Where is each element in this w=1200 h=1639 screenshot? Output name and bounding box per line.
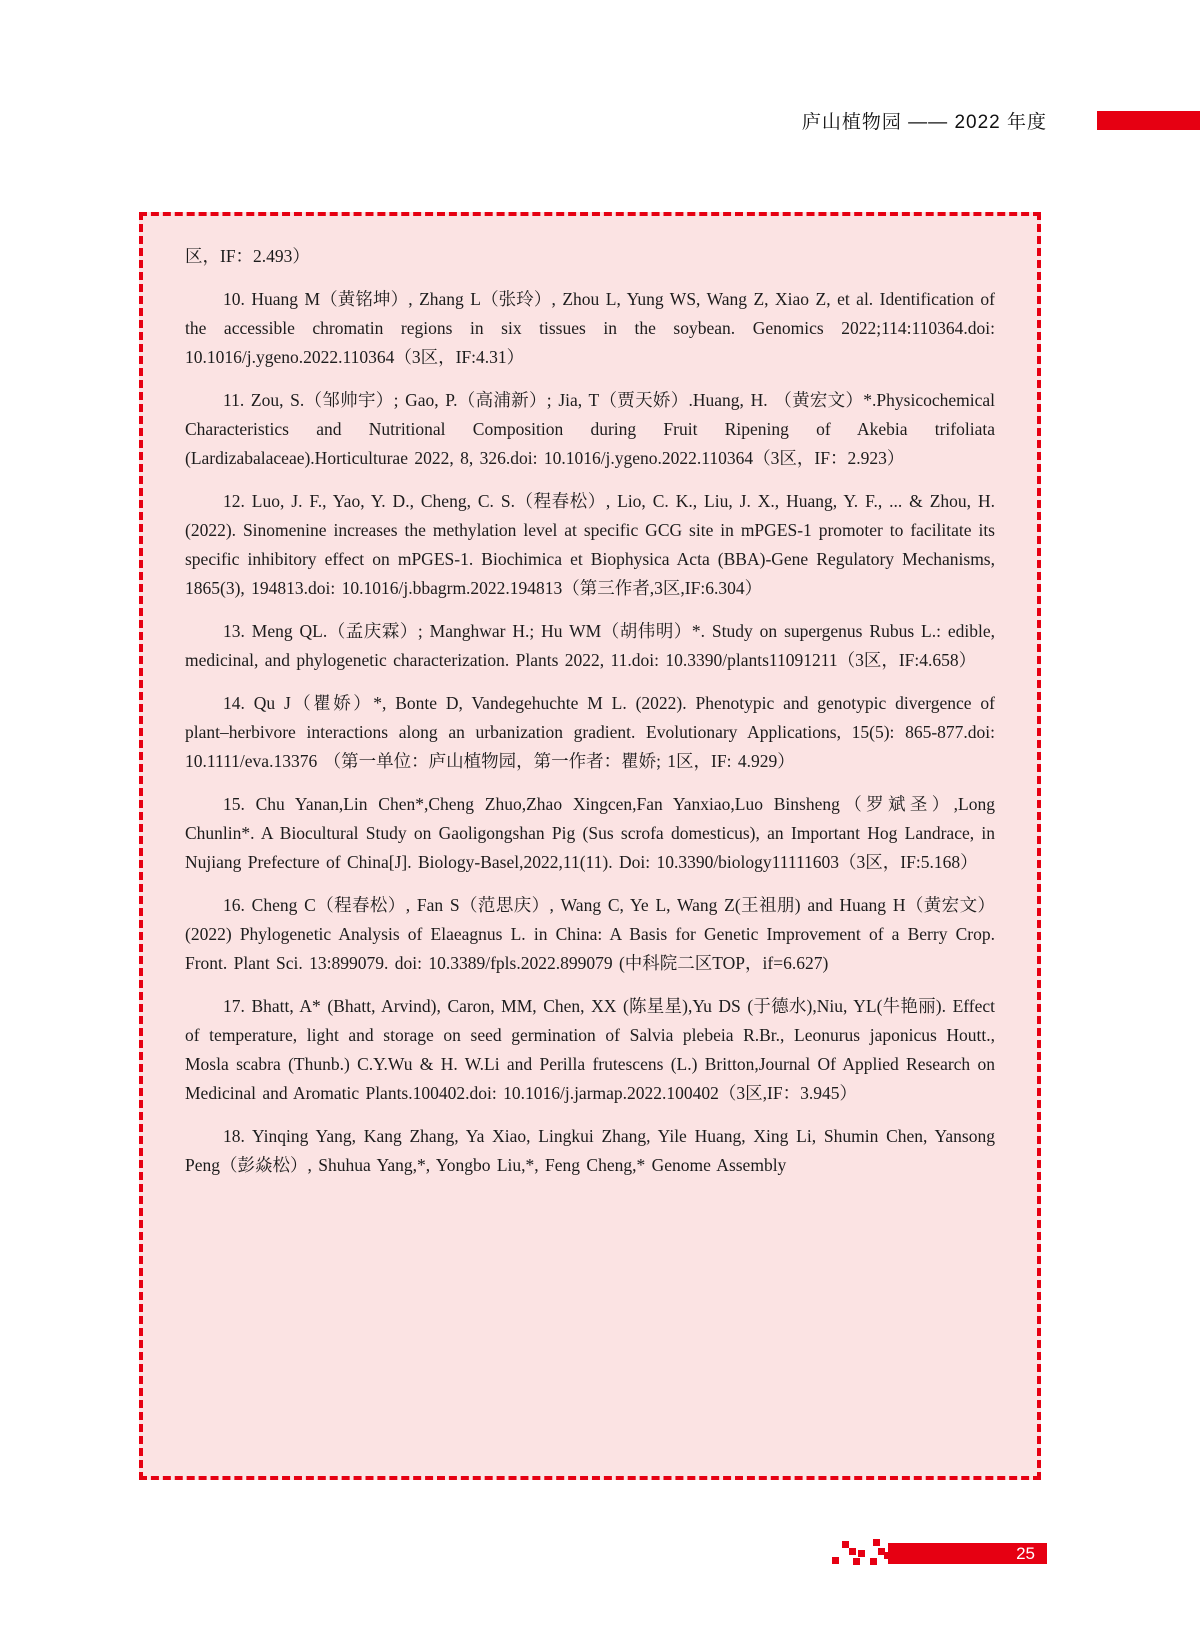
pixel-mosaic-icon [828,1538,890,1566]
footer-page-bar [888,1543,1047,1564]
publication-item-11: 11. Zou, S.（邹帅宇）; Gao, P.（高浦新）; Jia, T（贾天娇）.Huang, H. （黄宏文）*.Physicochemical Characteristics and Nutritional Composition during Fruit Ripening of Akebia trifoliata (Lardizabalaceae).Horticulturae 2022, 8, 326.doi: 10.1016/j.ygeno.2022.110364（3区，IF：2.923） [185,390,995,468]
publication-item-14: 14. Qu J（瞿娇）*, Bonte D, Vandegehuchte M L. (2022). Phenotypic and genotypic divergence of plant–herbivore interactions along an urbanization gradient. Evolutionary Applications, 15(5): 865-877.doi: 10.1111/eva.13376 （第一单位：庐山植物园，第一作者：瞿娇; 1区，IF: 4.929） [185,693,995,771]
page-header-title: 庐山植物园 —— 2022 年度 [801,112,1047,133]
publication-item-17: 17. Bhatt, A* (Bhatt, Arvind), Caron, MM, Chen, XX (陈星星),Yu DS (于德水),Niu, YL(牛艳丽). Effect of temperature, light and storage on seed germination of Salvia plebeia R.Br., Leonurus japonicus Houtt., Mosla scabra (Thunb.) C.Y.Wu & H. W.Li and Perilla frutescens (L.) Britton,Journal Of Applied Research on Medicinal and Aromatic Plants.100402.doi: 10.1016/j.jarmap.2022.100402（3区,IF：3.945） [185,996,995,1103]
publication-item-15: 15. Chu Yanan,Lin Chen*,Cheng Zhuo,Zhao Xingcen,Fan Yanxiao,Luo Binsheng（罗斌圣）,Long Chunlin*. A Biocultural Study on Gaoligongshan Pig (Sus scrofa domesticus), an Important Hog Landrace, in Nujiang Prefecture of China[J]. Biology-Basel,2022,11(11). Doi: 10.3390/biology11111603（3区，IF:5.168） [185,794,995,872]
publication-item-13: 13. Meng QL.（孟庆霖）; Manghwar H.; Hu WM（胡伟明）*. Study on supergenus Rubus L.: edible, medicinal, and phylogenetic characterization. Plants 2022, 11.doi: 10.3390/plants11091211（3区，IF:4.658） [185,621,995,670]
header-accent-bar [1097,111,1200,130]
publication-item-16: 16. Cheng C（程春松）, Fan S（范思庆）, Wang C, Ye L, Wang Z(王祖朋) and Huang H（黄宏文）(2022) Phylogenetic Analysis of Elaeagnus L. in China: A Basis for Genetic Improvement of a Berry Crop. Front. Plant Sci. 13:899079. doi: 10.3389/fpls.2022.899079 (中科院二区TOP，if=6.627) [185,895,995,973]
publication-item-12: 12. Luo, J. F., Yao, Y. D., Cheng, C. S.（程春松）, Lio, C. K., Liu, J. X., Huang, Y. F., ... & Zhou, H. (2022). Sinomenine increases the methylation level at specific GCG site in mPGES-1 promoter to facilitate its specific inhibitory effect on mPGES-1. Biochimica et Biophysica Acta (BBA)-Gene Regulatory Mechanisms, 1865(3), 194813.doi: 10.1016/j.bbagrm.2022.194813（第三作者,3区,IF:6.304） [185,491,995,598]
publication-item-18: 18. Yinqing Yang, Kang Zhang, Ya Xiao, Lingkui Zhang, Yile Huang, Xing Li, Shumin Chen, Yansong Peng（彭焱松）, Shuhua Yang,*, Yongbo Liu,*, Feng Cheng,* Genome Assembly [185,1126,995,1175]
page-number: 25 [1016,1544,1035,1563]
publication-item-10: 10. Huang M（黄铭坤）, Zhang L（张玲）, Zhou L, Yung WS, Wang Z, Xiao Z, et al. Identification of the accessible chromatin regions in six tissues in the soybean. Genomics 2022;114:110364.doi: 10.1016/j.ygeno.2022.110364（3区，IF:4.31） [185,289,995,367]
publication-carryover-line: 区，IF：2.493） [185,246,310,266]
publication-list-panel [139,212,1041,1480]
